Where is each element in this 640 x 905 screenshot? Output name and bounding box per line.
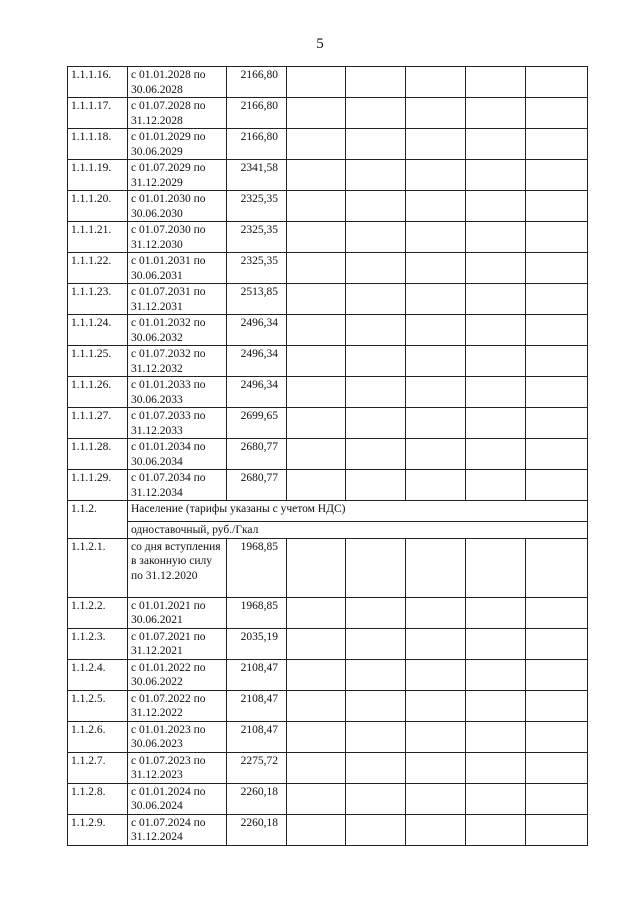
row-value: 2341,58 (227, 160, 287, 191)
table-row (68, 721, 588, 752)
empty-cell (526, 721, 588, 752)
row-period: с 01.01.2032 по 30.06.2032 (128, 315, 227, 346)
empty-cell (406, 597, 466, 628)
row-code: 1.1.1.18. (68, 129, 128, 160)
row-value: 2325,35 (227, 222, 287, 253)
empty-cell (466, 814, 526, 845)
row-period: с 01.07.2024 по 31.12.2024 (128, 814, 227, 845)
empty-cell (346, 814, 406, 845)
empty-cell (406, 284, 466, 315)
empty-cell (466, 783, 526, 814)
row-code: 1.1.1.26. (68, 377, 128, 408)
row-period: с 01.07.2032 по 31.12.2032 (128, 346, 227, 377)
table-row (68, 346, 588, 377)
empty-cell (466, 284, 526, 315)
empty-cell (287, 439, 346, 470)
row-value: 2496,34 (227, 346, 287, 377)
row-code: 1.1.2.5. (68, 690, 128, 721)
empty-cell (346, 377, 406, 408)
empty-cell (526, 129, 588, 160)
empty-cell (287, 284, 346, 315)
empty-cell (346, 129, 406, 160)
empty-cell (287, 346, 346, 377)
section-title: Население (тарифы указаны с учетом НДС) (128, 501, 588, 522)
empty-cell (526, 98, 588, 129)
row-period: с 01.01.2033 по 30.06.2033 (128, 377, 227, 408)
row-period: с 01.07.2030 по 31.12.2030 (128, 222, 227, 253)
empty-cell (406, 253, 466, 284)
empty-cell (346, 408, 406, 439)
empty-cell (287, 538, 346, 597)
row-value: 1968,85 (227, 597, 287, 628)
empty-cell (466, 129, 526, 160)
row-period: с 01.07.2028 по 31.12.2028 (128, 98, 227, 129)
empty-cell (406, 67, 466, 98)
empty-cell (406, 377, 466, 408)
section-header (68, 501, 588, 539)
table-row (68, 814, 588, 845)
empty-cell (287, 222, 346, 253)
empty-cell (346, 659, 406, 690)
row-value: 2325,35 (227, 253, 287, 284)
empty-cell (287, 67, 346, 98)
empty-cell (287, 470, 346, 501)
row-code: 1.1.1.16. (68, 67, 128, 98)
row-code: 1.1.2.4. (68, 659, 128, 690)
empty-cell (526, 470, 588, 501)
row-value: 2035,19 (227, 628, 287, 659)
empty-cell (346, 470, 406, 501)
empty-cell (526, 439, 588, 470)
empty-cell (406, 752, 466, 783)
row-code: 1.1.2.8. (68, 783, 128, 814)
empty-cell (287, 752, 346, 783)
empty-cell (466, 628, 526, 659)
row-period: с 01.01.2024 по 30.06.2024 (128, 783, 227, 814)
empty-cell (406, 659, 466, 690)
empty-cell (287, 315, 346, 346)
empty-cell (526, 346, 588, 377)
empty-cell (346, 98, 406, 129)
row-code: 1.1.1.19. (68, 160, 128, 191)
tariff-rows-group-b (68, 538, 588, 845)
empty-cell (466, 408, 526, 439)
empty-cell (406, 346, 466, 377)
table-row (68, 659, 588, 690)
empty-cell (526, 408, 588, 439)
empty-cell (466, 659, 526, 690)
empty-cell (346, 538, 406, 597)
empty-cell (287, 814, 346, 845)
row-code: 1.1.1.23. (68, 284, 128, 315)
empty-cell (287, 98, 346, 129)
empty-cell (466, 160, 526, 191)
row-code: 1.1.1.21. (68, 222, 128, 253)
row-period: с 01.01.2031 по 30.06.2031 (128, 253, 227, 284)
empty-cell (346, 67, 406, 98)
row-code: 1.1.1.22. (68, 253, 128, 284)
section-row (68, 501, 588, 522)
empty-cell (346, 191, 406, 222)
empty-cell (466, 538, 526, 597)
table-row (68, 67, 588, 98)
table-row (68, 315, 588, 346)
empty-cell (526, 222, 588, 253)
row-period: с 01.07.2021 по 31.12.2021 (128, 628, 227, 659)
empty-cell (346, 439, 406, 470)
empty-cell (466, 253, 526, 284)
empty-cell (466, 346, 526, 377)
row-period: с 01.01.2022 по 30.06.2022 (128, 659, 227, 690)
row-period: с 01.01.2023 по 30.06.2023 (128, 721, 227, 752)
empty-cell (466, 470, 526, 501)
row-value: 2108,47 (227, 721, 287, 752)
empty-cell (406, 129, 466, 160)
empty-cell (287, 628, 346, 659)
row-period: со дня вступления в законную силу по 31.12.2020 (128, 538, 227, 597)
page-number: 5 (316, 36, 324, 52)
empty-cell (346, 721, 406, 752)
empty-cell (346, 346, 406, 377)
empty-cell (526, 752, 588, 783)
table-row (68, 377, 588, 408)
empty-cell (346, 597, 406, 628)
empty-cell (287, 191, 346, 222)
empty-cell (346, 284, 406, 315)
empty-cell (346, 222, 406, 253)
row-period: с 01.07.2022 по 31.12.2022 (128, 690, 227, 721)
row-period: с 01.01.2028 по 30.06.2028 (128, 67, 227, 98)
empty-cell (526, 814, 588, 845)
table-row (68, 439, 588, 470)
empty-cell (466, 315, 526, 346)
table-row (68, 253, 588, 284)
empty-cell (346, 160, 406, 191)
empty-cell (406, 315, 466, 346)
table-row (68, 690, 588, 721)
row-period: с 01.07.2034 по 31.12.2034 (128, 470, 227, 501)
empty-cell (406, 783, 466, 814)
empty-cell (346, 752, 406, 783)
empty-cell (287, 253, 346, 284)
row-period: с 01.01.2021 по 30.06.2021 (128, 597, 227, 628)
table-row (68, 191, 588, 222)
table-row (68, 160, 588, 191)
empty-cell (526, 377, 588, 408)
row-code: 1.1.2.7. (68, 752, 128, 783)
row-code: 1.1.1.25. (68, 346, 128, 377)
row-value: 2108,47 (227, 690, 287, 721)
empty-cell (526, 628, 588, 659)
row-code: 1.1.1.17. (68, 98, 128, 129)
empty-cell (406, 191, 466, 222)
table-row (68, 538, 588, 597)
empty-cell (406, 98, 466, 129)
empty-cell (346, 628, 406, 659)
empty-cell (526, 315, 588, 346)
empty-cell (466, 721, 526, 752)
empty-cell (346, 783, 406, 814)
empty-cell (287, 377, 346, 408)
row-value: 2680,77 (227, 470, 287, 501)
empty-cell (466, 439, 526, 470)
row-value: 2260,18 (227, 814, 287, 845)
row-code: 1.1.2.1. (68, 538, 128, 597)
row-value: 2108,47 (227, 659, 287, 690)
empty-cell (287, 597, 346, 628)
empty-cell (346, 253, 406, 284)
section-subrow (68, 522, 588, 539)
empty-cell (526, 284, 588, 315)
row-value: 2166,80 (227, 67, 287, 98)
empty-cell (406, 690, 466, 721)
empty-cell (287, 690, 346, 721)
empty-cell (466, 377, 526, 408)
row-period: с 01.07.2033 по 31.12.2033 (128, 408, 227, 439)
empty-cell (406, 628, 466, 659)
row-code: 1.1.2.9. (68, 814, 128, 845)
empty-cell (406, 439, 466, 470)
row-period: с 01.01.2034 по 30.06.2034 (128, 439, 227, 470)
empty-cell (287, 408, 346, 439)
empty-cell (466, 67, 526, 98)
empty-cell (526, 253, 588, 284)
empty-cell (287, 129, 346, 160)
row-period: с 01.01.2029 по 30.06.2029 (128, 129, 227, 160)
row-value: 2260,18 (227, 783, 287, 814)
row-value: 2166,80 (227, 98, 287, 129)
row-period: с 01.07.2031 по 31.12.2031 (128, 284, 227, 315)
row-value: 2680,77 (227, 439, 287, 470)
row-code: 1.1.1.28. (68, 439, 128, 470)
table-row (68, 408, 588, 439)
table-row (68, 284, 588, 315)
row-code: 1.1.2.2. (68, 597, 128, 628)
row-value: 2699,65 (227, 408, 287, 439)
empty-cell (526, 160, 588, 191)
row-value: 2513,85 (227, 284, 287, 315)
empty-cell (466, 191, 526, 222)
row-period: с 01.07.2023 по 31.12.2023 (128, 752, 227, 783)
empty-cell (526, 690, 588, 721)
empty-cell (346, 690, 406, 721)
tariff-table (67, 66, 588, 846)
row-code: 1.1.1.20. (68, 191, 128, 222)
row-value: 2496,34 (227, 315, 287, 346)
table-row (68, 98, 588, 129)
empty-cell (526, 659, 588, 690)
empty-cell (287, 160, 346, 191)
empty-cell (287, 721, 346, 752)
tariff-rows-group-a (68, 67, 588, 501)
row-code: 1.1.1.29. (68, 470, 128, 501)
row-code: 1.1.1.27. (68, 408, 128, 439)
row-code: 1.1.2.3. (68, 628, 128, 659)
row-value: 2275,72 (227, 752, 287, 783)
table-row (68, 129, 588, 160)
empty-cell (526, 538, 588, 597)
table-row (68, 222, 588, 253)
empty-cell (406, 470, 466, 501)
row-value: 2325,35 (227, 191, 287, 222)
empty-cell (406, 538, 466, 597)
row-value: 2496,34 (227, 377, 287, 408)
empty-cell (526, 191, 588, 222)
row-code: 1.1.2.6. (68, 721, 128, 752)
empty-cell (406, 814, 466, 845)
empty-cell (406, 408, 466, 439)
empty-cell (466, 98, 526, 129)
table-row (68, 628, 588, 659)
section-subtitle: одноставочный, руб./Гкал (128, 522, 588, 539)
empty-cell (287, 659, 346, 690)
row-period: с 01.07.2029 по 31.12.2029 (128, 160, 227, 191)
empty-cell (526, 783, 588, 814)
table-row (68, 597, 588, 628)
empty-cell (466, 752, 526, 783)
row-period: с 01.01.2030 по 30.06.2030 (128, 191, 227, 222)
table-row (68, 752, 588, 783)
empty-cell (466, 690, 526, 721)
empty-cell (526, 67, 588, 98)
row-value: 1968,85 (227, 538, 287, 597)
empty-cell (406, 222, 466, 253)
empty-cell (466, 222, 526, 253)
empty-cell (526, 597, 588, 628)
empty-cell (287, 783, 346, 814)
row-code: 1.1.1.24. (68, 315, 128, 346)
empty-cell (346, 315, 406, 346)
table-row (68, 783, 588, 814)
row-value: 2166,80 (227, 129, 287, 160)
empty-cell (406, 721, 466, 752)
empty-cell (466, 597, 526, 628)
empty-cell (406, 160, 466, 191)
table-row (68, 470, 588, 501)
section-code: 1.1.2. (68, 501, 128, 539)
